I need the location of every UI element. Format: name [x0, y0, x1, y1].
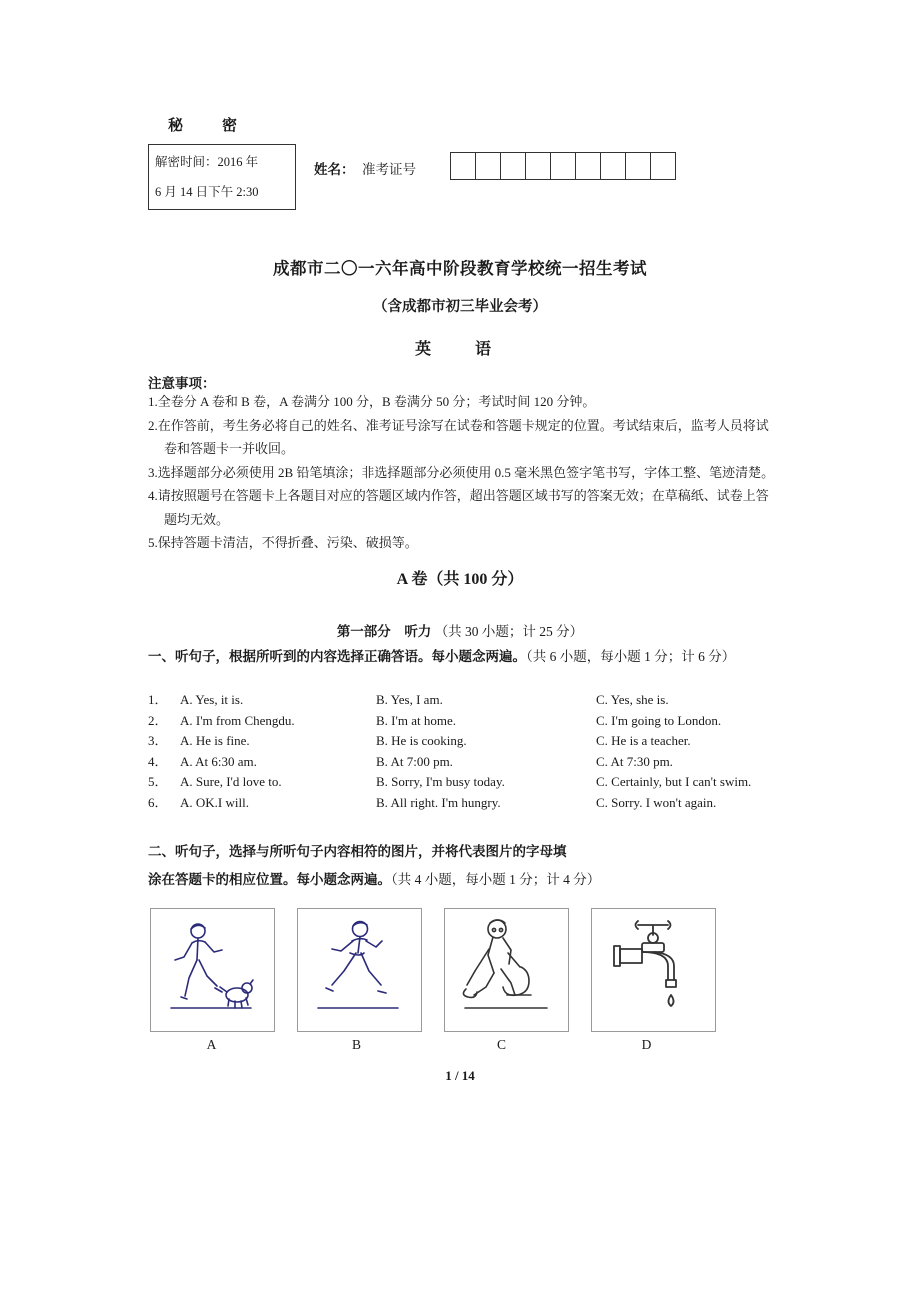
page-subtitle: （含成都市初三毕业会考） — [373, 299, 547, 315]
question-number: 5． — [148, 774, 168, 789]
decrypt-time-line1: 解密时间：2016 年 — [155, 155, 259, 169]
question-one-instruction-bold: 一、听句子，根据所听到的内容选择正确答语。每小题念两遍。 — [148, 649, 526, 664]
candidate-info-area — [148, 144, 788, 218]
notice-item: 4.请按照题号在答题卡上各题目对应的答题区域内作答，超出答题区域书写的答案无效；在草稿纸、试卷上答题均无效。 — [148, 488, 769, 527]
choice-a[interactable]: A. At 6:30 am. — [180, 753, 257, 769]
choice-c[interactable]: C. At 7:30 pm. — [596, 753, 673, 769]
picture-labels — [150, 1037, 790, 1057]
picture-option-a[interactable] — [150, 908, 275, 1032]
choice-a[interactable]: A. Sure, I'd love to. — [180, 774, 282, 789]
choice-c[interactable]: C. Certainly, but I can't swim. — [596, 774, 752, 789]
choice-a[interactable]: A. OK.I will. — [180, 794, 249, 810]
choice-row — [148, 711, 788, 732]
exam-number-cell[interactable] — [575, 152, 601, 180]
part-one-meta: （共 30 小题；计 25 分） — [434, 624, 584, 639]
dripping-faucet-icon — [592, 909, 713, 1029]
page-title: 成都市二〇一六年高中阶段教育学校统一招生考试 — [273, 259, 647, 278]
choice-b[interactable]: B. At 7:00 pm. — [376, 753, 453, 769]
choice-c[interactable]: C. I'm going to London. — [596, 712, 722, 728]
picture-label-d: D — [641, 1037, 652, 1052]
exam-number-cell[interactable] — [650, 152, 676, 180]
choice-a[interactable]: A. He is fine. — [180, 733, 250, 748]
question-one-choices — [148, 690, 788, 813]
choice-b[interactable]: B. All right. I'm hungry. — [376, 794, 501, 810]
choice-a[interactable]: A. Yes, it is. — [180, 692, 244, 707]
notice-item: 2.在作答前，考生务必将自己的姓名、准考证号涂写在试卷和答题卡规定的位置。考试结束后，监考人员将试卷和答题卡一并收回。 — [148, 417, 769, 456]
boy-playing-with-dog-icon — [151, 909, 272, 1029]
choice-b[interactable]: B. He is cooking. — [376, 733, 467, 748]
choice-row — [148, 690, 788, 711]
question-two-pictures — [150, 908, 790, 1038]
choice-c[interactable]: C. He is a teacher. — [596, 733, 691, 748]
question-two-instruction-line2: 涂在答题卡的相应位置。每小题念两遍。 — [148, 872, 391, 887]
picture-label-a: A — [206, 1037, 217, 1052]
choice-row — [148, 793, 788, 814]
notice-item: 3.选择题部分必须使用 2B 铅笔填涂；非选择题部分必须使用 0.5 毫米黑色签字笔书写，字体工整、笔迹清楚。 — [148, 464, 775, 480]
exam-number-cell[interactable] — [550, 152, 576, 180]
question-two-instruction-meta: （共 4 小题，每小题 1 分；计 4 分） — [391, 872, 601, 887]
person-vacuuming-icon — [445, 909, 566, 1029]
choice-a[interactable]: A. I'm from Chengdu. — [180, 712, 295, 728]
exam-number-cell[interactable] — [600, 152, 626, 180]
picture-label-b: B — [351, 1037, 361, 1052]
part-one-title: 听力 — [404, 624, 432, 639]
exam-number-cell[interactable] — [625, 152, 651, 180]
decrypt-time-line2: 6 月 14 日下午 2:30 — [155, 185, 259, 199]
choice-row — [148, 731, 788, 752]
choice-row — [148, 772, 788, 793]
picture-label-c: C — [496, 1037, 506, 1052]
choice-b[interactable]: B. Yes, I am. — [376, 692, 443, 707]
decrypt-time-box — [148, 144, 296, 210]
notice-heading: 注意事项： — [148, 376, 216, 391]
exam-number-boxes[interactable] — [450, 152, 675, 180]
subject-title: 英 语 — [414, 341, 505, 358]
question-one-instruction-meta: （共 6 小题，每小题 1 分；计 6 分） — [526, 649, 736, 664]
choice-row — [148, 752, 788, 773]
choice-c[interactable]: C. Sorry. I won't again. — [596, 794, 717, 810]
exam-number-cell[interactable] — [475, 152, 501, 180]
picture-option-c[interactable] — [444, 908, 569, 1032]
question-two-instruction-line1: 二、听句子，选择与所听句子内容相符的图片，并将代表图片的字母填 — [148, 844, 567, 859]
choice-c[interactable]: C. Yes, she is. — [596, 692, 669, 707]
question-number: 2． — [148, 712, 168, 728]
notice-item: 5.保持答题卡清洁，不得折叠、污染、破损等。 — [148, 535, 418, 550]
part-one-heading — [0, 620, 920, 640]
choice-b[interactable]: B. Sorry, I'm busy today. — [376, 774, 505, 789]
exam-number-cell[interactable] — [450, 152, 476, 180]
choice-b[interactable]: B. I'm at home. — [376, 712, 456, 728]
question-one-instruction — [148, 645, 788, 668]
page-number: 1 / 14 — [445, 1068, 475, 1083]
exam-number-label: 准考证号 — [362, 162, 416, 177]
question-number: 4． — [148, 753, 168, 769]
picture-option-d[interactable] — [591, 908, 716, 1032]
exam-number-cell[interactable] — [500, 152, 526, 180]
question-two-instruction — [148, 838, 798, 894]
part-one-label: 第一部分 — [336, 624, 391, 639]
name-label: 姓名： — [314, 162, 355, 177]
exam-number-cell[interactable] — [525, 152, 551, 180]
question-number: 3． — [148, 733, 168, 748]
question-number: 1． — [148, 692, 168, 707]
picture-option-b[interactable] — [297, 908, 422, 1032]
secret-label: 秘 密 — [168, 118, 250, 134]
paper-a-heading: A 卷（共 100 分） — [396, 571, 524, 588]
question-number: 6． — [148, 794, 168, 810]
notice-list — [148, 390, 778, 555]
notice-item: 1.全卷分 A 卷和 B 卷，A 卷满分 100 分，B 卷满分 50 分；考试时间 120 分钟。 — [148, 394, 596, 409]
boy-running-icon — [298, 909, 419, 1029]
